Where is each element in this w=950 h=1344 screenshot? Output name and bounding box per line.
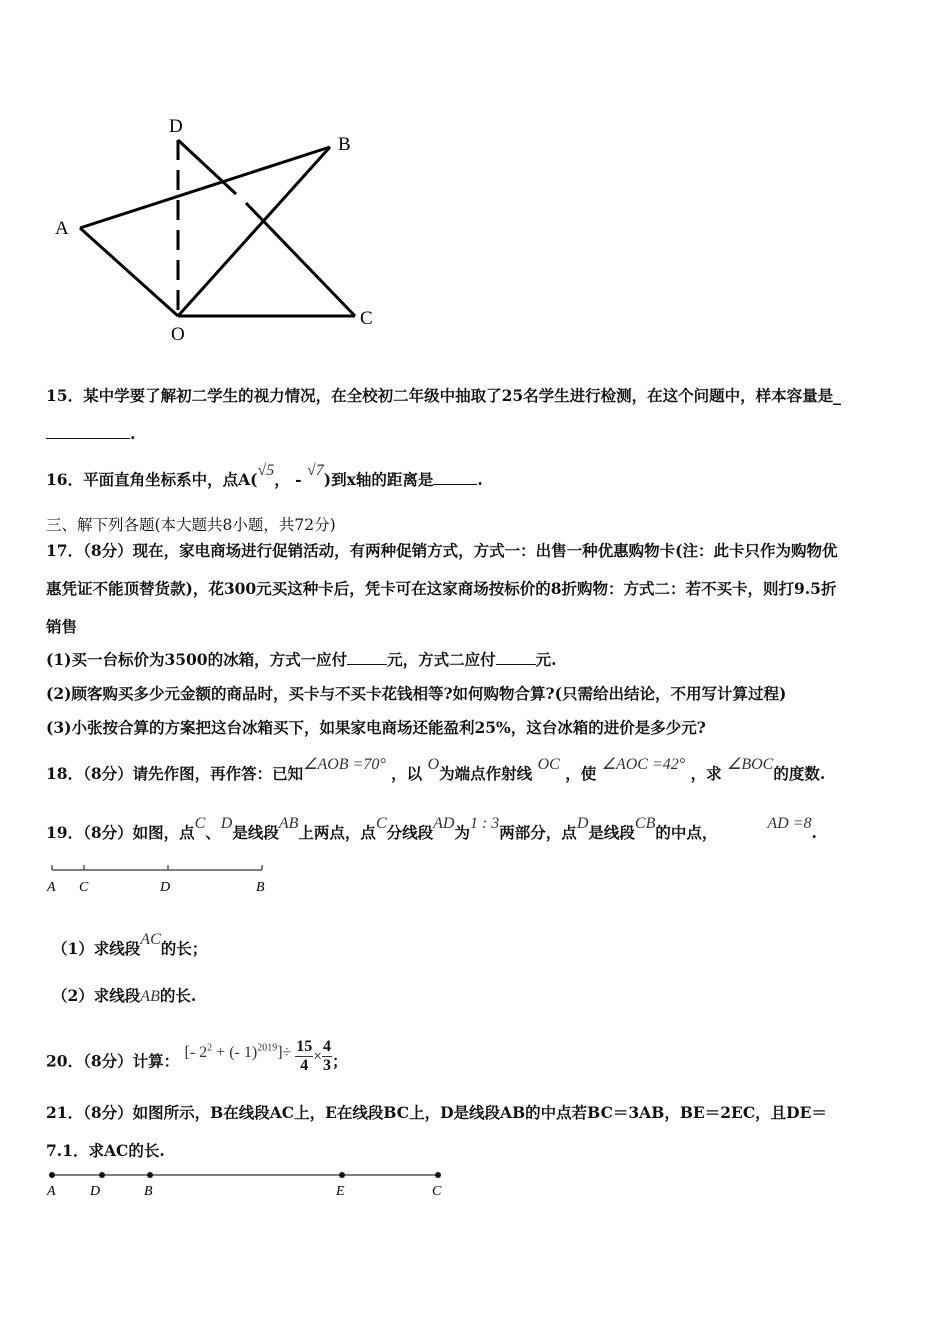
q17-sub3: (3)小张按合算的方案把这台冰箱买下，如果家电商场还能盈利25%，这台冰箱的进价是多少元? [46,718,706,737]
q19-ratio: 1 : 3 [469,815,500,832]
q21-label-e: E [336,1184,345,1199]
geometry-figure [40,110,400,350]
q19-label-c: C [79,880,89,895]
q20-times: × [313,1047,323,1065]
q19-point-c2: C [375,815,387,832]
q19-sub2-post: 的长. [159,986,197,1005]
q20-num-15: 15 [296,1038,313,1055]
q18-t5: 的度数. [773,764,826,783]
q16-blank [433,470,477,485]
q19-sub1-ac: AC [140,931,161,948]
q20-plus: + [216,1043,226,1061]
q20 [46,1038,348,1081]
q19-end: . [811,823,817,842]
q21-point-e [339,1172,345,1178]
q19-seg-ad: AD [433,815,455,832]
q16-post: )到x轴的距离是 [323,470,434,489]
q19-sep: 、 [205,823,221,842]
q19-label-a: A [47,880,56,895]
q16-end: . [477,470,483,489]
q19-ad-eq-8: AD =8 [767,815,812,832]
q15-text: 15．某中学要了解初二学生的视力情况，在全校初二年级中抽取了25名学生进行检测，在这个问题中，样本容量是_ [46,386,841,405]
q19-t6: 是线段 [588,823,635,842]
q15-blank [46,424,130,439]
q17-line2: 惠凭证不能顶替货款)，花300元买这种卡后，凭卡可在这家商场按标价的8折购物：方式二：若不买卡，则打9.5折 [46,579,837,598]
q20-exp2: 2 [207,1042,213,1054]
q17-sub1-b: 元，方式二应付 [387,650,496,669]
q18-t1: ，以 [391,764,423,783]
label-C: C [360,308,373,329]
q18 [46,756,826,785]
q21-point-a [49,1172,55,1178]
q19-sub1 [52,931,208,960]
q21-label-b: B [144,1184,153,1199]
q18-angle-boc: ∠BOC [727,756,774,773]
q20-minus-two: - 2 [189,1043,208,1061]
q19-label-d: D [160,880,171,895]
q16-comma: ， [274,470,290,489]
q16-sqrt7: √7 [306,462,324,479]
q20-neg-one: (- 1) [229,1043,258,1061]
q19-t3: 分线段 [386,823,434,842]
q20-rbracket: ] [277,1043,283,1061]
q15-line2 [46,424,135,444]
q20-num-4: 4 [323,1038,332,1055]
q19-label-b: B [256,880,265,895]
label-B: B [338,134,351,155]
q19-point-c: C [194,815,206,832]
q17-sub1-c: 元. [535,650,557,669]
q18-angle-aoc: ∠AOC =42° [601,756,686,773]
q20-den-3: 3 [323,1057,332,1074]
q17-sub1-a: (1)买一台标价为3500的冰箱，方式一应付 [46,650,348,669]
q19-sub2 [52,986,196,1007]
q15-period: . [130,424,136,443]
q18-t4: ，求 [690,764,722,783]
q19-seg-cb: CB [634,815,656,832]
q21-point-d [99,1172,105,1178]
q20-frac-15-4 [295,1038,313,1075]
q19-seg-ab: AB [278,815,299,832]
q16-pre: 16．平面直角坐标系中，点A( [46,470,258,489]
q21-label-c: C [432,1184,442,1199]
q20-den-4: 4 [300,1057,309,1074]
q18-t2: 为端点作射线 [439,764,533,783]
q19-sub2-pre: （2）求线段 [52,986,141,1005]
q18-angle-aob: ∠AOB =70° [303,756,386,773]
q16-sqrt5: √5 [257,462,275,479]
q21-label-d: D [90,1184,101,1199]
q21-line2: 7.1．求AC的长. [46,1141,165,1160]
label-A: A [55,218,69,239]
q20-expression-bracket [185,1044,296,1061]
q20-pre: 20．（8分）计算： [46,1051,180,1071]
q19-sub2-ab: AB [140,988,160,1005]
q21-point-c [435,1172,441,1178]
q18-pre: 18．（8分）请先作图，再作答：已知 [46,764,304,783]
q17-blank1 [347,650,387,665]
q20-frac-4-3 [322,1038,332,1075]
label-O: O [171,324,185,345]
q18-ray-oc: OC [537,756,560,773]
q19-t4: 为 [454,823,470,842]
label-D: D [169,116,183,137]
q17-blank2 [496,650,536,665]
q15-line1 [46,386,841,406]
q19-t2: 上两点，点 [298,823,376,842]
q19-sub1-pre: （1）求线段 [52,939,141,958]
q17-line1: 17．（8分）现在，家电商场进行促销活动，有两种促销方式，方式一：出售一种优惠购物卡(注：此卡只作为购物优 [46,541,838,560]
q20-exp2019: 2019 [257,1042,278,1054]
q16-minus: - [295,470,302,489]
segment-DC-lower [246,203,355,316]
section-3-heading: 三、解下列各题(本大题共8小题，共72分) [46,516,336,534]
q19-sub1-post: 的长； [160,939,208,958]
q19-point-d2: D [576,815,589,832]
q19-segment-figure [44,858,284,898]
q21-segment-figure [44,1166,454,1206]
q21-line1: 21．（8分）如图所示，B在线段AC上，E在线段BC上，D是线段AB的中点若BC＝3AB，BE＝2EC，且DE＝ [46,1103,827,1122]
q18-t3: ，使 [565,764,597,783]
q19 [46,815,817,844]
q17-sub1 [46,650,557,670]
q17-line3: 销售 [46,617,78,636]
q20-end: ； [332,1051,348,1071]
q19-t1: 是线段 [232,823,279,842]
q19-pre: 19．（8分）如图，点 [46,823,195,842]
q19-t7: 的中点， [655,823,718,842]
q19-t5: 两部分，点 [499,823,577,842]
q20-div: ÷ [282,1043,292,1061]
q19-point-d: D [220,815,233,832]
q21-point-b [147,1172,153,1178]
q20-lbracket: [ [184,1043,190,1061]
q17-sub2: (2)顾客购买多少元金额的商品时，买卡与不买卡花钱相等?如何购物合算?(只需给出结论，不用写计算过程) [46,684,787,703]
segment-AO [80,228,178,316]
q21-label-a: A [47,1184,56,1199]
q16 [46,462,483,491]
q18-point-o: O [427,756,440,773]
